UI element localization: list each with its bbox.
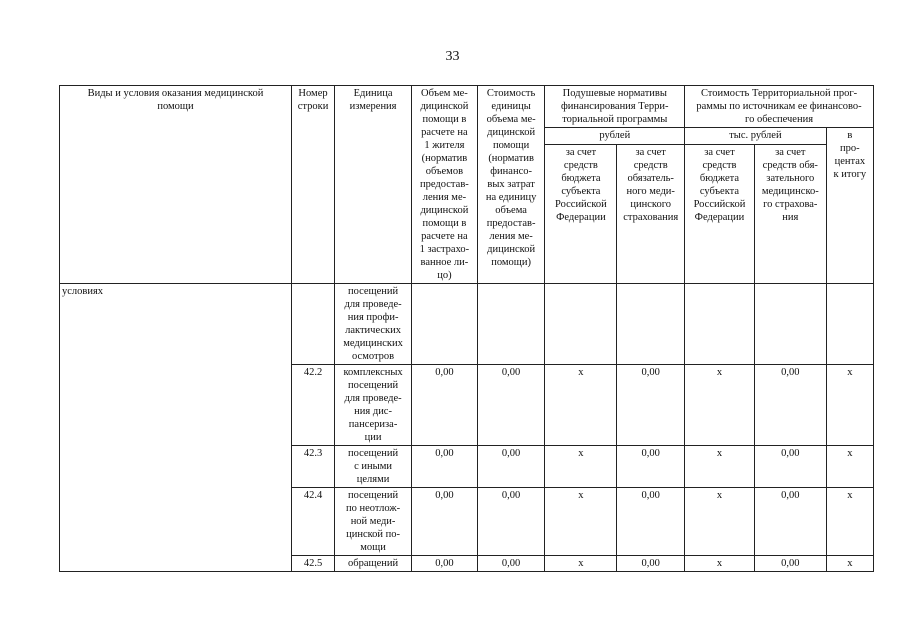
header-percent: в про- центах к итогу [826,128,873,284]
header-volume: Объем ме- дицинской помощи в расчете на 1 жителя (норматив объемов предостав- ления ме- дицинской помощи в расчете на 1 застрахо- ванное ли- цо) [412,86,478,284]
row-number: 42.5 [291,556,334,572]
header-program-cost: Стоимость Территориальной прог- раммы по источникам ее финансово- го обеспечения [685,86,874,128]
row-volume [412,284,478,365]
header-cost: Стоимость единицы объема ме- дицинской помощи (норматив финансо- вых затрат на единицу объема предостав- ления ме- дицинской помощи) [477,86,545,284]
row-pc-oms: 0,00 [617,488,685,556]
header-kind: Виды и условия оказания медицинской помощи [60,86,292,284]
row-pc-budget: x [545,446,617,488]
row-pct: x [826,488,873,556]
section-label: условиях [60,284,292,572]
row-tc-budget: x [685,446,755,488]
header-thousand-rubles: тыс. рублей [685,128,827,145]
row-unit: посещений с иными целями [335,446,412,488]
row-pc-oms: 0,00 [617,365,685,446]
header-unit: Единица измерения [335,86,412,284]
row-volume: 0,00 [412,365,478,446]
row-volume: 0,00 [412,556,478,572]
row-pc-budget: x [545,365,617,446]
row-number: 42.4 [291,488,334,556]
row-tc-budget: x [685,556,755,572]
row-unit: комплексных посещений для проведе- ния дис- пансериза- ции [335,365,412,446]
row-pc-budget: x [545,556,617,572]
row-volume: 0,00 [412,488,478,556]
row-cost: 0,00 [477,446,545,488]
row-unit: обращений [335,556,412,572]
financing-table [59,85,874,572]
header-rubles: рублей [545,128,685,145]
row-tc-oms: 0,00 [754,488,826,556]
row-pct [826,284,873,365]
row-pc-budget [545,284,617,365]
row-pct: x [826,556,873,572]
row-tc-oms: 0,00 [754,446,826,488]
row-cost: 0,00 [477,488,545,556]
page-number: 33 [445,49,460,64]
row-pc-budget: x [545,488,617,556]
row-tc-budget: x [685,365,755,446]
table-row [60,284,874,365]
header-per-capita: Подушевые нормативы финансирования Терри- ториальной программы [545,86,685,128]
row-tc-budget [685,284,755,365]
row-pct: x [826,446,873,488]
header-budget-1: за счет средств бюджета субъекта Российской Федерации [545,145,617,284]
header-oms-2: за счет средств обя- зательного медицинско- го страхова- ния [754,145,826,284]
row-tc-oms [754,284,826,365]
row-cost: 0,00 [477,556,545,572]
row-pct: x [826,365,873,446]
row-number: 42.2 [291,365,334,446]
row-cost [477,284,545,365]
row-tc-oms: 0,00 [754,365,826,446]
row-cost: 0,00 [477,365,545,446]
row-unit: посещений для проведе- ния профи- лактических медицинских осмотров [335,284,412,365]
header-oms-1: за счет средств обязатель- ного меди- цинского страхования [617,145,685,284]
row-number: 42.3 [291,446,334,488]
row-tc-oms: 0,00 [754,556,826,572]
row-pc-oms: 0,00 [617,556,685,572]
row-number [291,284,334,365]
row-pc-oms: 0,00 [617,446,685,488]
row-unit: посещений по неотлож- ной меди- цинской по- мощи [335,488,412,556]
header-row-number: Номер строки [291,86,334,284]
header-budget-2: за счет средств бюджета субъекта Российской Федерации [685,145,755,284]
row-pc-oms [617,284,685,365]
row-volume: 0,00 [412,446,478,488]
row-tc-budget: x [685,488,755,556]
